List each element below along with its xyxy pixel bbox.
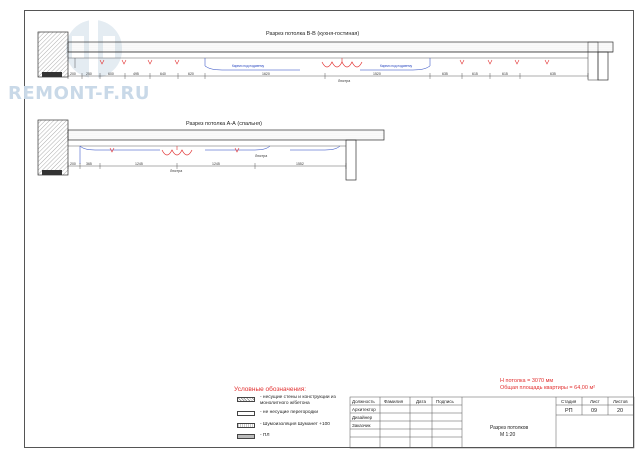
dim-label: 1620 [262,72,270,76]
stamp-meta-value: РП [565,408,573,414]
dim-label: 615 [472,72,478,76]
legend-swatch-partition [237,411,255,416]
dim-label: 1552 [296,162,304,166]
dim-label: 1245 [135,162,143,166]
callout-label: Карниз под подсветку [232,64,265,68]
legend-item: - ПЛ [260,433,270,438]
dim-label: 620 [188,72,194,76]
stamp-role: Архитектор [352,407,376,412]
dim-label: 640 [160,72,166,76]
stamp-meta-header: Листов [613,399,628,404]
section-bb-drawing [38,32,613,80]
stamp-header: Должность [352,399,375,404]
stamp-meta-header: Лист [590,399,600,404]
dim-label: 495 [133,72,139,76]
stamp-header: Фамилия [384,399,404,404]
legend-title: Условные обозначения: [234,386,307,393]
legend-swatch-pl [237,434,255,439]
dim-label: 1245 [212,162,220,166]
legend-swatch-concrete [237,397,255,402]
callout-label: Люстра [170,169,183,173]
callout-label: Люстра [338,79,351,83]
stamp-header: Дата [416,399,426,404]
drawing-scale: М 1:20 [500,432,516,438]
dim-label: 200 [70,162,76,166]
note-ceiling-height: Н потолка = 3070 мм [500,378,554,384]
dim-label: 365 [86,162,92,166]
stamp-meta-value: 09 [591,408,598,414]
legend-item: - не несущие перегородки [260,410,319,415]
callout-label: Люстра [255,154,268,158]
ceiling-notes [500,378,595,392]
dim-label: 600 [108,72,114,76]
section-aa-title: Разрез потолка А-А (спальня) [186,121,262,127]
drawing-title: Разрез потолков [490,425,529,431]
dim-label: 200 [70,72,76,76]
stamp-meta-value: 20 [617,408,624,414]
title-block-grid [350,397,634,448]
legend-swatch-insulation [237,423,255,428]
legend-item: - несущие стены и конструкции из монолитного ж/бетона [260,395,336,406]
stamp-role: Заказчик [352,423,371,428]
watermark-text: REMONT-F.RU [8,83,151,104]
dim-label: 615 [502,72,508,76]
callout-label: Карниз под подсветку [380,64,413,68]
note-total-area: Общая площадь квартиры = 64,00 м² [500,385,596,391]
stamp-meta-header: Стадия [561,399,577,404]
dim-label: 635 [442,72,448,76]
stamp-role: Дизайнер [352,415,373,420]
dim-label: 635 [550,72,556,76]
dim-label: 250 [86,72,92,76]
section-aa-drawing [38,120,384,180]
legend-item: - Шумоизоляция Шуманет +100 [260,422,330,427]
dim-label: 1520 [373,72,381,76]
stamp-header: Подпись [436,399,454,404]
section-bb-title: Разрез потолка B-B (кухня-гостиная) [266,31,360,37]
